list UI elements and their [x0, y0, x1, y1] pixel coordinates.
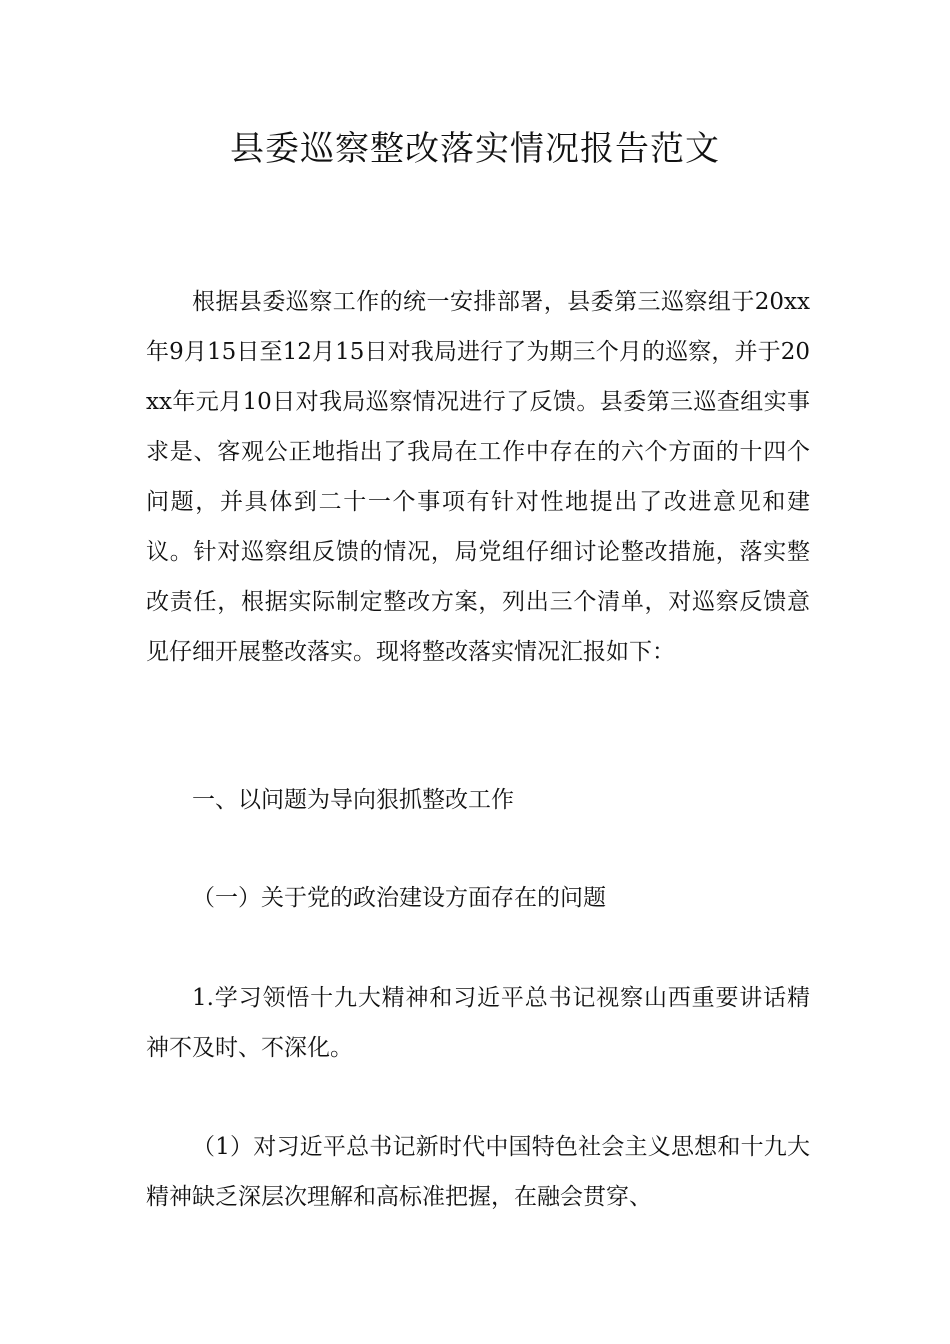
subsection-heading-1: （一）关于党的政治建设方面存在的问题 [192, 885, 606, 911]
document-title: 县委巡察整改落实情况报告范文 [230, 129, 720, 169]
intro-paragraph: 根据县委巡察工作的统一安排部署，县委第三巡察组于20xx年9月15日至12月15日对我局进行了为期三个月的巡察，并于20xx年元月10日对我局巡察情况进行了反馈。县委第三巡查组实事求是、客观公正地指出了我局在工作中存在的六个方面的十四个问题，并具体到二十一个事项有针对性地提出了改进意见和建议。针对巡察组反馈的情况，局党组仔细讨论整改措施，落实整改责任，根据实际制定整改方案，列出三个清单，对巡察反馈意见仔细开展整改落实。现将整改落实情况汇报如下： [146, 289, 810, 665]
subitem-paragraph-1: （1）对习近平总书记新时代中国特色社会主义思想和十九大精神缺乏深层次理解和高标准把握，在融会贯穿、 [146, 1134, 810, 1210]
section-heading-1: 一、以问题为导向狠抓整改工作 [192, 787, 514, 813]
item-paragraph-1: 1.学习领悟十九大精神和习近平总书记视察山西重要讲话精神不及时、不深化。 [146, 985, 810, 1061]
